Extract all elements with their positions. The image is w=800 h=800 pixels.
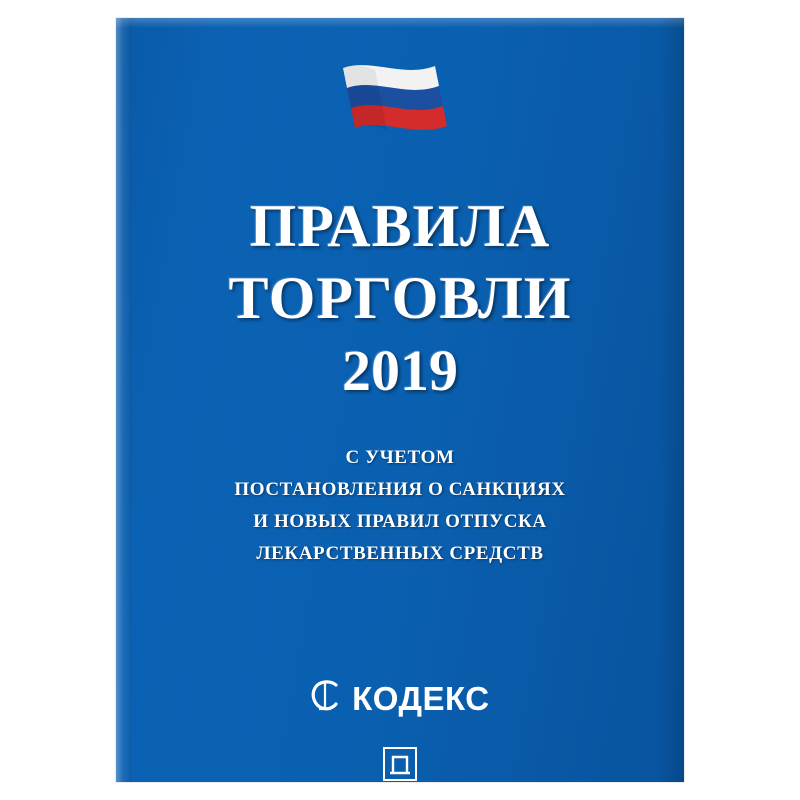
subtitle-line-1: С УЧЕТОМ <box>345 447 455 468</box>
title-year: 2019 <box>342 338 458 403</box>
prospekt-label: ПРОСПЕКТ <box>384 785 416 791</box>
russian-flag-icon <box>335 56 465 142</box>
cover-subtitle-block <box>116 442 684 570</box>
subtitle-line-2: ПОСТАНОВЛЕНИЯ О САНКЦИЯХ <box>234 479 566 500</box>
book-cover <box>116 18 684 791</box>
kodeks-brand-label: КОДЕКС <box>352 680 490 718</box>
cover-top-edge-shading <box>116 18 684 28</box>
subtitle-line-3: И НОВЫХ ПРАВИЛ ОТПУСКА <box>253 511 547 532</box>
cover-title-block <box>116 190 684 408</box>
kodeks-c-mark-icon <box>310 678 340 720</box>
title-line-2: ТОРГОВЛИ <box>228 265 572 331</box>
prospekt-logo-icon <box>364 746 436 792</box>
kodeks-brand <box>116 678 684 720</box>
title-line-1: ПРАВИЛА <box>249 193 551 259</box>
subtitle-line-4: ЛЕКАРСТВЕННЫХ СРЕДСТВ <box>256 543 544 564</box>
